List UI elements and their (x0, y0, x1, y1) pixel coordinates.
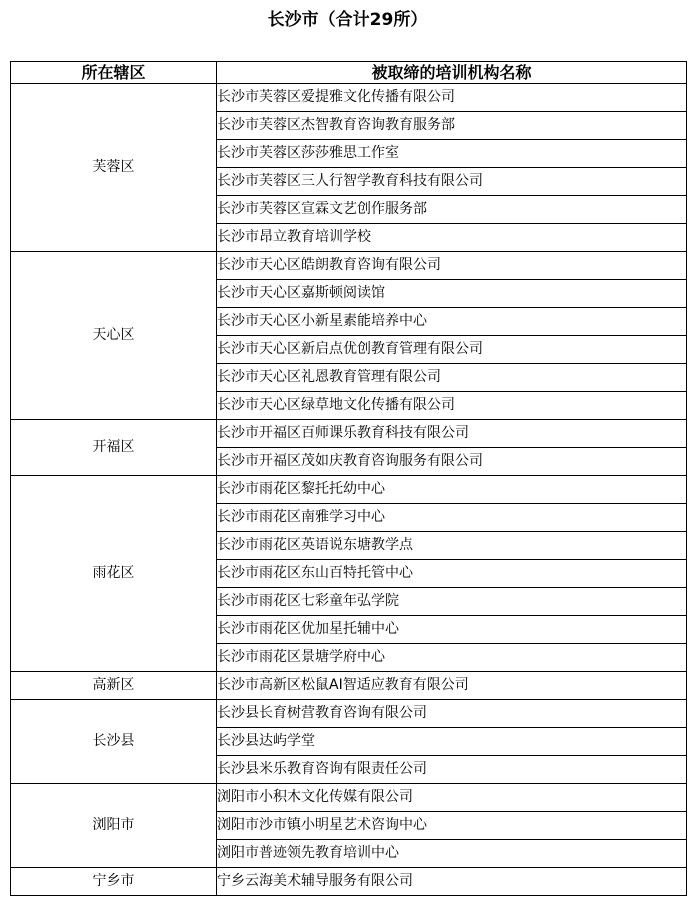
institution-name-cell: 长沙市雨花区黎托托幼中心 (217, 476, 687, 504)
institution-name-cell: 长沙市芙蓉区杰智教育咨询教育服务部 (217, 112, 687, 140)
institution-name-cell: 长沙县米乐教育咨询有限责任公司 (217, 756, 687, 784)
institution-name-cell: 长沙市雨花区七彩童年弘学院 (217, 588, 687, 616)
institution-name-cell: 长沙市雨花区英语说东塘教学点 (217, 532, 687, 560)
institution-name-cell: 浏阳市沙市镇小明星艺术咨询中心 (217, 812, 687, 840)
district-cell: 浏阳市 (11, 784, 217, 868)
institution-name-cell: 长沙市天心区礼恩教育管理有限公司 (217, 364, 687, 392)
institution-name-cell: 长沙市开福区茂如庆教育咨询服务有限公司 (217, 448, 687, 476)
institution-name-cell: 长沙市天心区嘉斯顿阅读馆 (217, 280, 687, 308)
institution-name-cell: 长沙市昂立教育培训学校 (217, 224, 687, 252)
table-row (11, 476, 687, 504)
page-title: 长沙市（合计29所） (267, 10, 428, 30)
institution-name-cell: 长沙市高新区松鼠AI智适应教育有限公司 (217, 672, 687, 700)
district-cell: 高新区 (11, 672, 217, 700)
institution-name-cell: 长沙市芙蓉区莎莎雅思工作室 (217, 140, 687, 168)
district-cell: 天心区 (11, 252, 217, 420)
table-row (11, 672, 687, 700)
header-district: 所在辖区 (11, 62, 217, 84)
institution-name-cell: 长沙市芙蓉区三人行智学教育科技有限公司 (217, 168, 687, 196)
institution-name-cell: 浏阳市普迹领先教育培训中心 (217, 840, 687, 868)
header-institution-name: 被取缔的培训机构名称 (217, 62, 687, 84)
table-row (11, 700, 687, 728)
institution-name-cell: 长沙市芙蓉区爱提雅文化传播有限公司 (217, 84, 687, 112)
institution-name-cell: 宁乡云海美术辅导服务有限公司 (217, 868, 687, 896)
table-row (11, 784, 687, 812)
institution-name-cell: 长沙市雨花区东山百特托管中心 (217, 560, 687, 588)
table-row (11, 84, 687, 112)
institution-name-cell: 长沙市雨花区景塘学府中心 (217, 644, 687, 672)
table-row (11, 868, 687, 896)
table-header-row (11, 62, 687, 84)
institution-name-cell: 长沙市雨花区优加星托辅中心 (217, 616, 687, 644)
institution-name-cell: 长沙市天心区绿草地文化传播有限公司 (217, 392, 687, 420)
institution-name-cell: 浏阳市小积木文化传媒有限公司 (217, 784, 687, 812)
district-cell: 雨花区 (11, 476, 217, 672)
institution-name-cell: 长沙市芙蓉区宣霖文艺创作服务部 (217, 196, 687, 224)
institution-name-cell: 长沙县达屿学堂 (217, 728, 687, 756)
institution-name-cell: 长沙市雨花区南雅学习中心 (217, 504, 687, 532)
institution-name-cell: 长沙市天心区小新星素能培养中心 (217, 308, 687, 336)
table-body (11, 84, 687, 896)
table-row (11, 420, 687, 448)
table-row (11, 252, 687, 280)
institution-name-cell: 长沙市天心区皓朗教育咨询有限公司 (217, 252, 687, 280)
district-cell: 芙蓉区 (11, 84, 217, 252)
district-cell: 长沙县 (11, 700, 217, 784)
banned-institutions-table (10, 61, 687, 896)
district-cell: 宁乡市 (11, 868, 217, 896)
institution-name-cell: 长沙县长育树营教育咨询有限公司 (217, 700, 687, 728)
district-cell: 开福区 (11, 420, 217, 476)
institution-name-cell: 长沙市天心区新启点优创教育管理有限公司 (217, 336, 687, 364)
institution-name-cell: 长沙市开福区百师课乐教育科技有限公司 (217, 420, 687, 448)
